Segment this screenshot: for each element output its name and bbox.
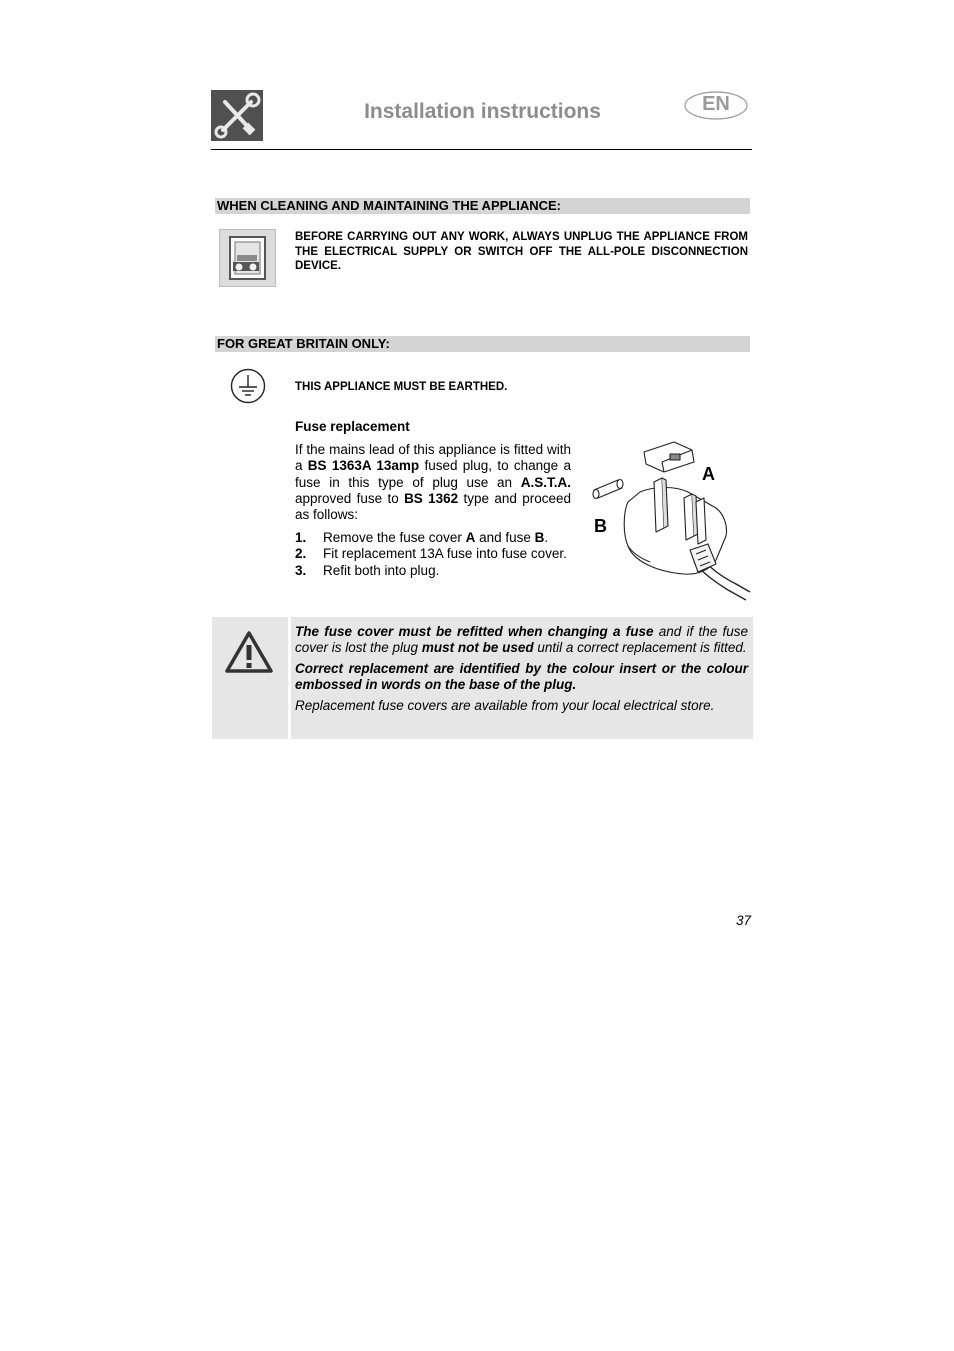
warning-paragraph: Replacement fuse covers are available from your local electrical store. <box>295 698 715 713</box>
diagram-label-a: A <box>702 464 715 484</box>
list-item: 2. Fit replacement 13A fuse into fuse cover. <box>295 546 567 562</box>
list-item: 3. Refit both into plug. <box>295 562 440 578</box>
header-divider <box>211 149 752 150</box>
tools-icon <box>211 90 263 141</box>
warning-paragraph: The fuse cover must be refitted when changing a fuse and if the fuse cover is lost the plug must not be used until a correct replacement is fitted. <box>295 624 749 655</box>
fuse-replacement-title: Fuse replacement <box>295 419 410 434</box>
fuse-intro-paragraph: If the mains lead of this appliance is fitted with a BS 1363A 13amp fused plug, to change a fuse in this type of plug use an A.S.T.A. approved fuse to BS 1362 type and proceed as follows: <box>295 442 571 523</box>
list-item: 1. Remove the fuse cover A and fuse B. <box>295 530 549 545</box>
britain-section-heading: FOR GREAT BRITAIN ONLY: <box>215 336 750 352</box>
warning-paragraph: Correct replacement are identified by the colour insert or the colour embossed in words on the base of the plug. <box>295 661 748 692</box>
earth-icon <box>230 368 266 404</box>
unplug-notice: BEFORE CARRYING OUT ANY WORK, ALWAYS UNPLUG THE APPLIANCE FROM THE ELECTRICAL SUPPLY OR SWITCH OFF THE ALL-POLE DISCONNECTION DEVICE. <box>295 231 748 272</box>
language-badge: EN <box>702 93 730 115</box>
earthed-notice: THIS APPLIANCE MUST BE EARTHED. <box>295 381 508 393</box>
warning-text <box>295 624 748 719</box>
warning-icon-panel <box>212 617 288 739</box>
unplug-icon <box>219 229 276 287</box>
page-number: 37 <box>735 913 751 928</box>
cleaning-section-heading: WHEN CLEANING AND MAINTAINING THE APPLIANCE: <box>215 198 750 214</box>
diagram-label-b: B <box>594 516 607 536</box>
plug-fuse-diagram <box>588 440 753 602</box>
warning-icon <box>224 630 274 674</box>
page-title: Installation instructions <box>364 100 601 123</box>
fuse-steps-list <box>295 530 571 579</box>
